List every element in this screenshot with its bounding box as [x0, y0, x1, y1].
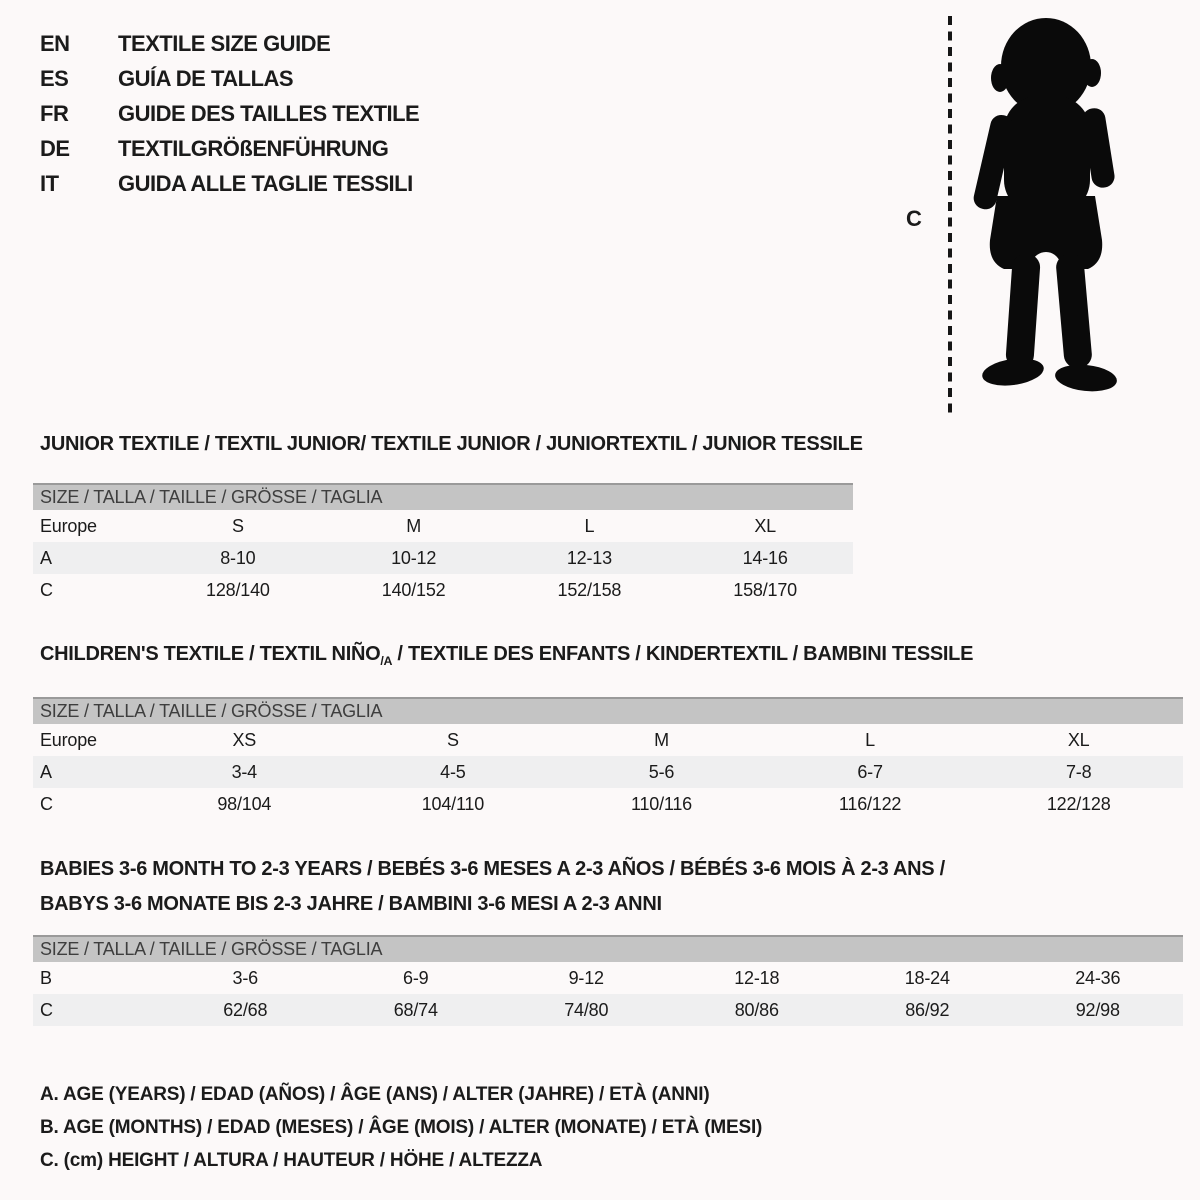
toddler-silhouette-icon: [966, 16, 1142, 422]
children-title-subscript: /A: [380, 654, 393, 668]
size-value-cell: 98/104: [217, 793, 272, 814]
size-value-cell: S: [231, 515, 244, 536]
size-value-cell: 86/92: [905, 999, 950, 1020]
lang-row-it: [40, 166, 419, 201]
lang-code: DE: [40, 135, 70, 161]
lang-title: TEXTILE SIZE GUIDE: [118, 30, 331, 56]
row-label: C: [40, 579, 53, 600]
size-value-cell: S: [446, 729, 459, 750]
babies-size-header-bar: [33, 935, 1183, 962]
junior-size-header-bar: [33, 483, 853, 510]
junior-section-title: JUNIOR TEXTILE / TEXTIL JUNIOR/ TEXTILE JUNIOR / JUNIORTEXTIL / JUNIOR TESSILE: [40, 433, 863, 455]
lang-row-fr: [40, 96, 419, 131]
legend-line-a: A. AGE (YEARS) / EDAD (AÑOS) / ÂGE (ANS) / ALTER (JAHRE) / ETÀ (ANNI): [40, 1084, 710, 1105]
dashed-height-line: [948, 16, 952, 416]
size-header-label: SIZE / TALLA / TAILLE / GRÖSSE / TAGLIA: [40, 701, 383, 721]
row-label: Europe: [40, 729, 97, 750]
lang-title: GUÍA DE TALLAS: [118, 65, 294, 91]
table-row: [33, 574, 853, 606]
size-value-cell: 128/140: [206, 579, 270, 600]
babies-size-table: [33, 962, 1183, 1026]
size-value-cell: 68/74: [393, 999, 438, 1020]
size-value-cell: 10-12: [391, 547, 437, 568]
size-value-cell: 3-6: [232, 967, 258, 988]
row-label: Europe: [40, 515, 97, 536]
size-value-cell: 110/116: [630, 793, 692, 814]
row-label: C: [40, 793, 53, 814]
table-row: [33, 994, 1183, 1026]
size-value-cell: XL: [754, 515, 776, 536]
size-value-cell: 104/110: [421, 793, 485, 814]
babies-section-title: [40, 852, 1183, 922]
table-row: [33, 962, 1183, 994]
lang-title: GUIDA ALLE TAGLIE TESSILI: [118, 170, 413, 196]
size-value-cell: 92/98: [1075, 999, 1120, 1020]
size-value-cell: 7-8: [1065, 761, 1092, 782]
size-value-cell: M: [406, 515, 422, 536]
size-value-cell: 116/122: [838, 793, 902, 814]
section-junior-textile: [33, 432, 1183, 606]
size-value-cell: XS: [232, 729, 257, 750]
children-size-table: [33, 724, 1183, 820]
legend-line-c: C. (cm) HEIGHT / ALTURA / HAUTEUR / HÖHE / ALTEZZA: [40, 1150, 543, 1171]
size-value-cell: 18-24: [904, 967, 950, 988]
section-babies-textile: [33, 852, 1183, 1026]
section-children-textile: [33, 642, 1183, 820]
lang-row-es: [40, 61, 419, 96]
size-value-cell: M: [654, 729, 669, 750]
lang-code: IT: [40, 170, 59, 196]
lang-row-de: [40, 131, 419, 166]
size-value-cell: 122/128: [1046, 793, 1111, 814]
size-header-label: SIZE / TALLA / TAILLE / GRÖSSE / TAGLIA: [40, 487, 383, 507]
size-value-cell: 3-4: [231, 761, 257, 782]
size-value-cell: 4-5: [440, 761, 466, 782]
height-measure-label: C: [906, 206, 922, 231]
lang-title: TEXTILGRÖßENFÜHRUNG: [118, 135, 389, 161]
junior-size-table: [33, 510, 853, 606]
size-value-cell: 152/158: [557, 579, 622, 600]
size-value-cell: 12-18: [734, 967, 780, 988]
row-label: C: [40, 999, 53, 1020]
size-value-cell: XL: [1067, 729, 1090, 750]
size-value-cell: 74/80: [564, 999, 609, 1020]
lang-code: EN: [40, 30, 70, 56]
size-value-cell: 8-10: [220, 547, 256, 568]
size-value-cell: L: [584, 515, 595, 536]
lang-code: ES: [40, 65, 69, 91]
row-label: B: [40, 967, 52, 988]
children-section-title: [40, 642, 1183, 673]
size-value-cell: 62/68: [223, 999, 268, 1020]
size-value-cell: 14-16: [742, 547, 788, 568]
legend-footer: [40, 1078, 1183, 1177]
legend-line-b: B. AGE (MONTHS) / EDAD (MESES) / ÂGE (MOIS) / ALTER (MONATE) / ETÀ (MESI): [40, 1117, 763, 1138]
children-title-suffix: / TEXTILE DES ENFANTS / KINDERTEXTIL / BAMBINI TESSILE: [392, 643, 974, 665]
size-value-cell: 6-9: [403, 967, 429, 988]
size-header-label: SIZE / TALLA / TAILLE / GRÖSSE / TAGLIA: [40, 939, 383, 959]
lang-title: GUIDE DES TAILLES TEXTILE: [118, 100, 420, 126]
language-title-list: [40, 26, 419, 201]
tables-content: [33, 432, 1183, 1177]
size-value-cell: 6-7: [857, 761, 883, 782]
table-row: [33, 724, 1183, 756]
lang-code: FR: [40, 100, 69, 126]
size-value-cell: 24-36: [1075, 967, 1121, 988]
size-value-cell: 80/86: [734, 999, 779, 1020]
table-row: [33, 542, 853, 574]
children-title-prefix: CHILDREN'S TEXTILE / TEXTIL NIÑO: [40, 643, 381, 665]
size-value-cell: L: [865, 729, 875, 750]
size-value-cell: 158/170: [733, 579, 797, 600]
children-size-header-bar: [33, 697, 1183, 724]
table-row: [33, 510, 853, 542]
size-value-cell: 5-6: [648, 761, 675, 782]
table-row: [33, 756, 1183, 788]
row-label: A: [40, 761, 52, 782]
lang-row-en: [40, 26, 419, 61]
size-value-cell: 140/152: [381, 579, 446, 600]
row-label: A: [40, 547, 52, 568]
babies-title-line2: BABYS 3-6 MONATE BIS 2-3 JAHRE / BAMBINI 3-6 MESI A 2-3 ANNI: [40, 893, 662, 915]
table-row: [33, 788, 1183, 820]
babies-title-line1: BABIES 3-6 MONTH TO 2-3 YEARS / BEBÉS 3-6 MESES A 2-3 AÑOS / BÉBÉS 3-6 MOIS À 2-3 ANS /: [40, 858, 945, 880]
size-value-cell: 9-12: [568, 967, 604, 988]
size-value-cell: 12-13: [566, 547, 612, 568]
